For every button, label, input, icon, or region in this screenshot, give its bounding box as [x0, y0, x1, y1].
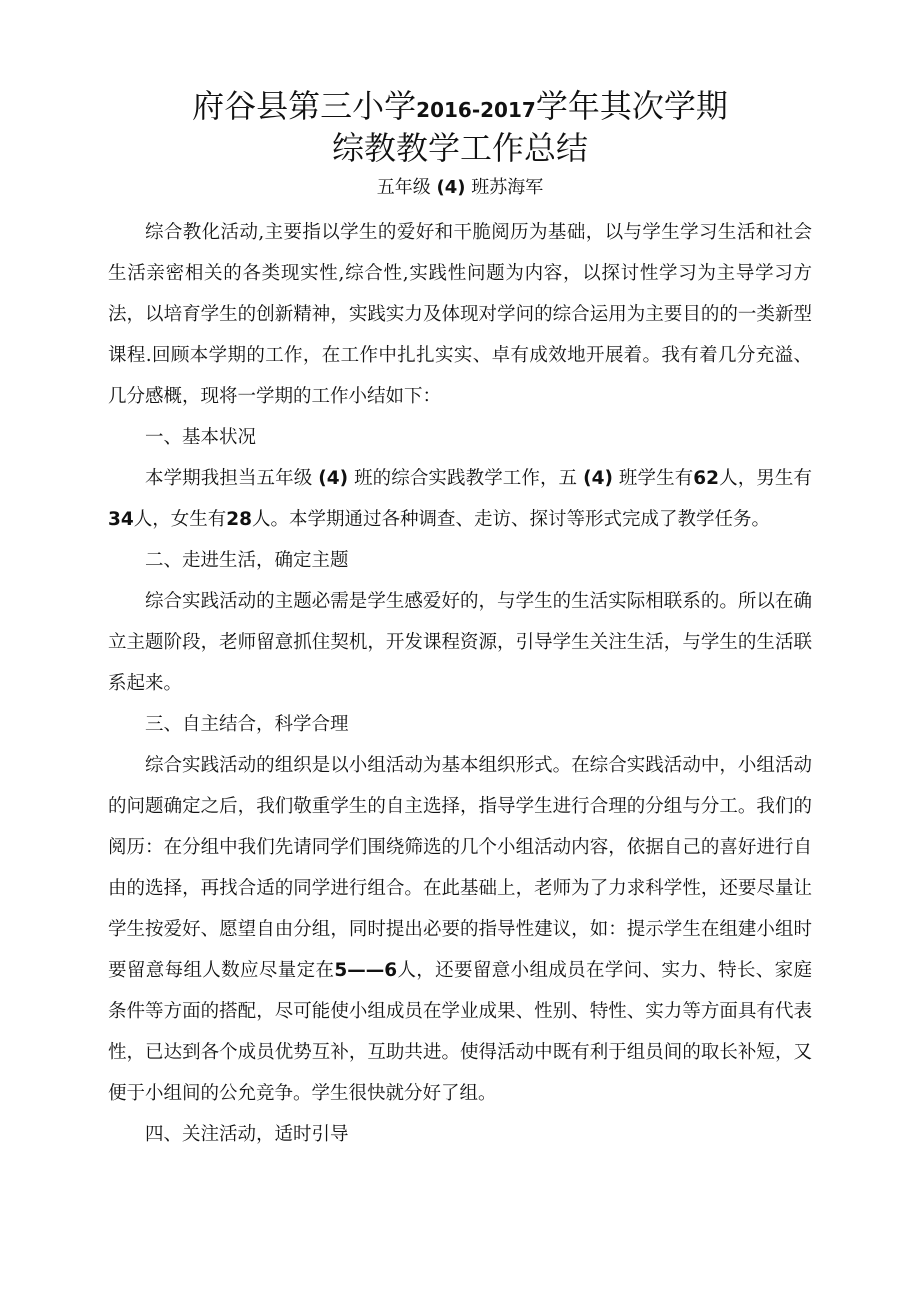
p2-text-e: 人，女生有: [133, 509, 227, 530]
p4-text-b: 人，还要留意小组成员在学问、实力、特长、家庭条件等方面的搭配，尽可能使小组成员在学业成果、性别、特性、实力等方面具有代表性，已达到各个成员优势互补，互助共进。使得活动中既有利于组员间的取长补短，又便于小组间的公允竞争。学生很快就分好了组。: [108, 960, 812, 1104]
section-heading-1: 一、基本状况: [145, 427, 257, 448]
intro-paragraph: 综合教化活动,主要指以学生的爱好和干脆阅历为基础，以与学生学习生活和社会生活亲密相关的各类现实性,综合性,实践性问题为内容，以探讨性学习为主导学习方法，以培育学生的创新精神，实践实力及体现对学问的综合运用为主要目的的一类新型课程.回顾本学期的工作，在工作中扎扎实实、卓有成效地开展着。我有着几分充溢、几分感概，现将一学期的工作小结如下：: [108, 222, 812, 407]
basic-situation-paragraph: [108, 458, 812, 540]
p4-group-size: 5——6: [334, 960, 398, 981]
section-heading-3: 三、自主结合，科学合理: [145, 714, 349, 735]
p2-class-1: (4): [318, 468, 349, 489]
section-heading-2: 二、走进生活，确定主题: [145, 550, 349, 571]
p2-class-2: (4): [583, 468, 613, 489]
title-term: 学年其次学期: [535, 87, 728, 125]
document-title-line1: [0, 86, 920, 130]
topic-paragraph: 综合实践活动的主题必需是学生感爱好的，与学生的生活实际相联系的。所以在确立主题阶段，老师留意抓住契机，开发课程资源，引导学生关注生活，与学生的生活联系起来。: [108, 591, 812, 694]
p2-total-students: 62: [693, 468, 720, 489]
p2-text-f: 人。本学期通过各种调查、走访、探讨等形式完成了教学任务。: [252, 509, 771, 530]
author-class: (4): [436, 177, 466, 198]
document-body: [108, 212, 812, 1155]
p2-boys-count: 34: [108, 509, 134, 530]
author-name: 班苏海军: [471, 177, 544, 198]
grouping-paragraph: [108, 745, 812, 1114]
p2-text-a: 本学期我担当五年级: [145, 468, 313, 489]
author-line: [0, 175, 920, 201]
p2-girls-count: 28: [226, 509, 253, 530]
p4-text-a: 综合实践活动的组织是以小组活动为基本组织形式。在综合实践活动中，小组活动的问题确定之后，我们敬重学生的自主选择，指导学生进行合理的分组与分工。我们的阅历：在分组中我们先请同学们围绕筛选的几个小组活动内容，依据自己的喜好进行自由的选择，再找合适的同学进行组合。在此基础上，老师为了力求科学性，还要尽量让学生按爱好、愿望自由分组，同时提出必要的指导性建议，如：提示学生在组建小组时要留意每组人数应尽量定在: [108, 755, 812, 981]
author-grade: 五年级: [376, 177, 431, 198]
title-school: 府谷县第三小学: [192, 87, 417, 125]
title-years: 2016-2017: [416, 98, 536, 122]
p2-text-d: 人，男生有: [719, 468, 812, 489]
document-title-line2: 综教教学工作总结: [331, 129, 588, 167]
section-heading-4: 四、关注活动，适时引导: [145, 1124, 349, 1145]
p2-text-c: 班学生有: [618, 468, 694, 489]
p2-text-b: 班的综合实践教学工作，五: [354, 468, 578, 489]
